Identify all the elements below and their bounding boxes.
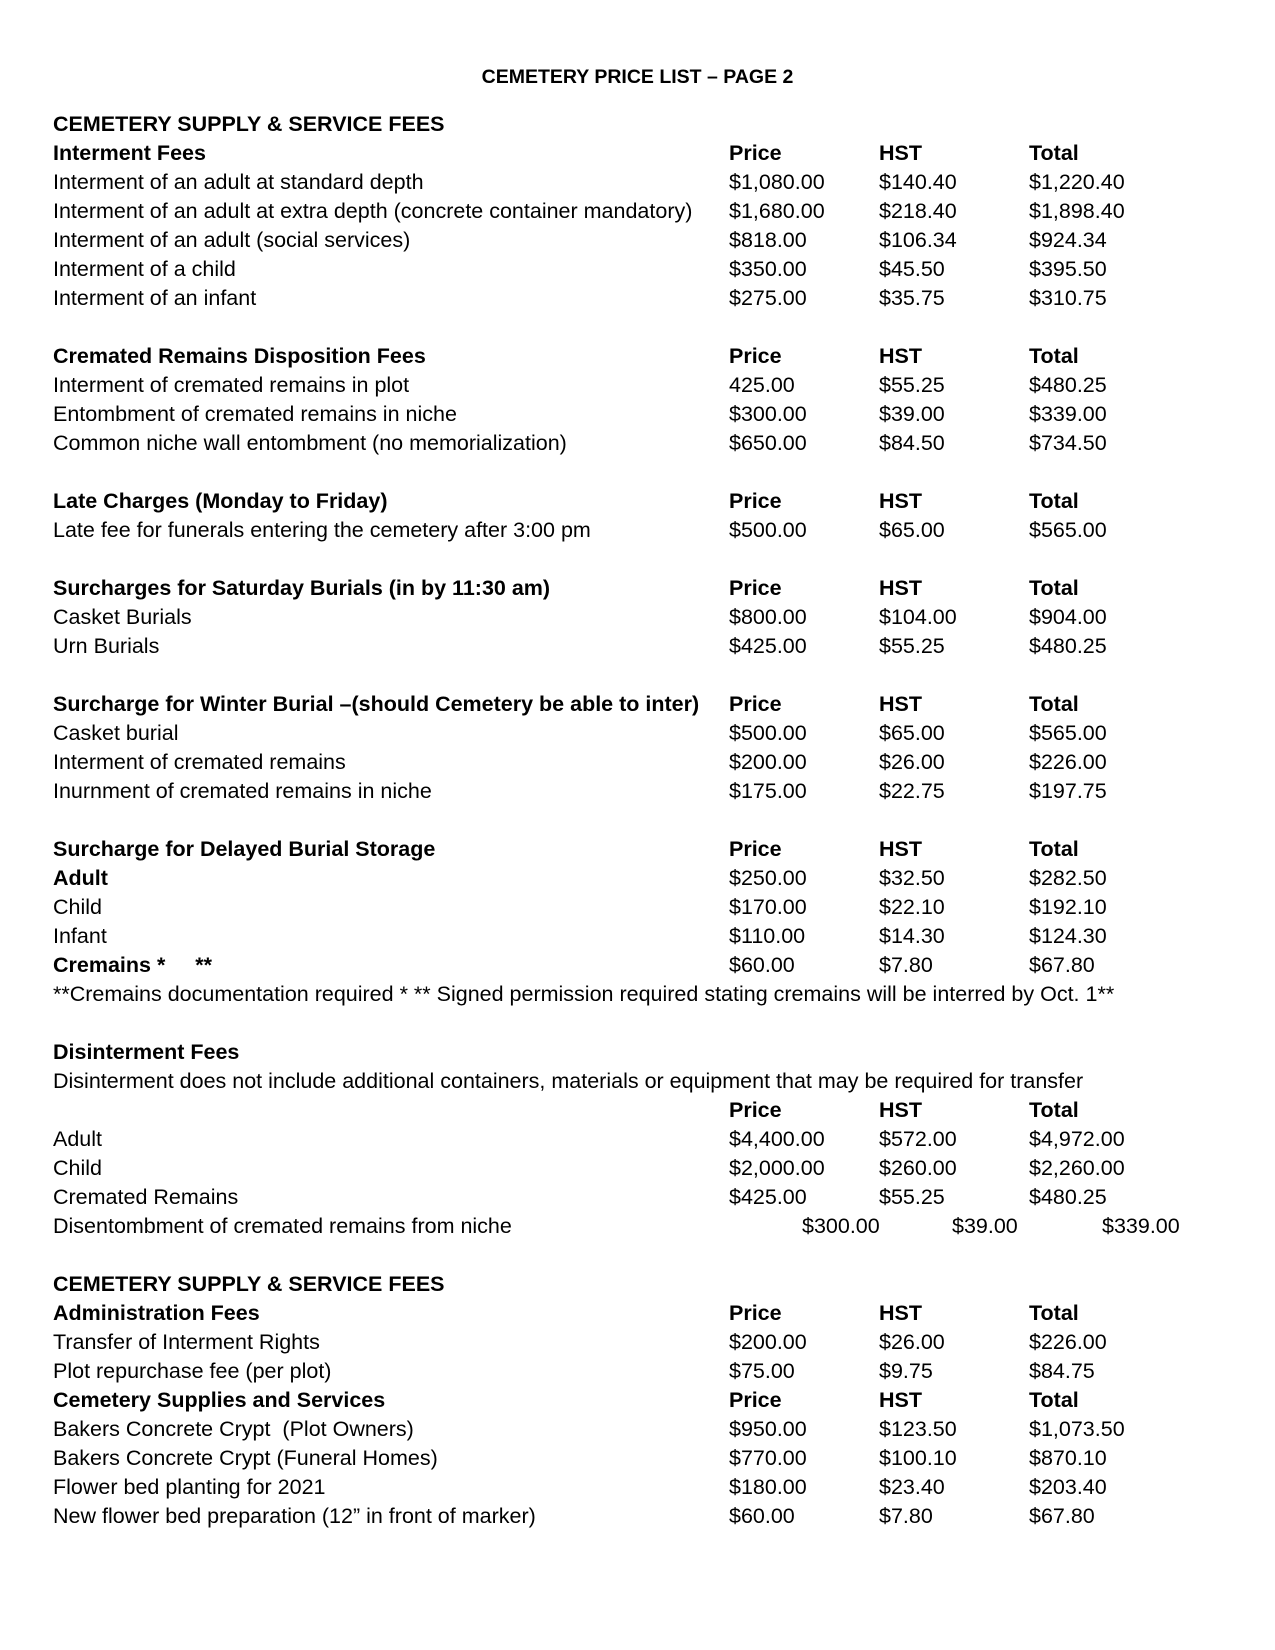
total-col-header: Total [1029,141,1079,165]
late-header: Late Charges (Monday to Friday) [53,489,388,513]
price-col-header: Price [729,141,782,165]
saturday-header: Surcharges for Saturday Burials (in by 11:30 am) [53,576,551,600]
page-title: CEMETERY PRICE LIST – PAGE 2 [481,66,794,88]
cremains-note: **Cremains documentation required * ** Signed permission required stating cremains will be interred by Oct. 1** [53,982,1115,1006]
delayed-header: Surcharge for Delayed Burial Storage [53,837,436,861]
interment-header: Interment Fees [53,141,206,165]
supplies-header: Cemetery Supplies and Services [53,1388,386,1412]
disinterment-header: Disinterment Fees [53,1040,240,1064]
price-list-page: CEMETERY PRICE LIST – PAGE 2 CEMETERY SUPPLY & SERVICE FEES Interment Fees Price HST Total Interment of an adult at standard depth $1,080.00 $140.40 $1,220.40 Interment of an adult at extra depth (concrete container mandatory) $1,680.00 $218.40 $1,898.40 Interment of an adult (social services) $818.00 $106.34 $924.34 Interment of a child $350.00 $45.50 $395.50 Interment of an infant $275.00 $35.75 $310.75 Cremated Remains Disposition Fees Price HST Total Interment of cremated remains in plot 425.00 $55.25 $480.25 Entombment of cremated remains in niche $300.00 $39.00 $339.00 Common niche wall entombment (no memorialization) $650.00 $84.50 $734.50 Late Charges (Monday to Friday) Price HST Total Late fee for funerals entering the cemetery after 3:00 pm $500.00 $65.00 $565.00 Surcharges for Saturday Burials (in by 11:30 am) Price HST Total Casket Burials $800.00 $104.00 $904.00 Urn Burials $425.00 $55.25 $480.25 Surcharge for Winter Burial –(should Cemetery be able to inter) Price HST Total Casket burial $500.00 $65.00 $565.00 Interment of cremated remains $200.00 $26.00 $226.00 Inurnment of cremated remains in niche $175.00 $22.75 $197.75 Surcharge for Delayed Burial Storage Price HST Total Adult $250.00 $32.50 $282.50 Child $170.00 $22.10 $192.10 Infant $110.00 $14.30 $124.30 Cremains * ** $60.00 $7.80 $67.80 **Cremains documentation required * ** Signed permission required stating cremains will be interred by Oct. 1** Disinterment Fees Disinterment does not include additional containers, materials or equipment that may be required for transfer Price HST Total Adult $4,400.00 $572.00 $4,972.00 Child $2,000.00 $260.00 $2,260.00 Cremated Remains $425.00 $55.25 $480.25 Disentombment of cremated remains from niche $300.00 $39.00 $339.00 CEMETERY SUPPLY & SERVICE FEES Administration Fees Price HST Total Transfer of Interment Rights $200.00 $26.00 $226.00 Plot repurchase fee (per plot) $75.00 $9.75 $84.75 Cemetery Supplies and Services Price HST Total Bakers Concrete Crypt (Plot Owners) $950.00 $123.50 $1,073.50 Bakers Concrete Crypt (Funeral Homes) $770.00 $100.10 $870.10 Flower bed planting for 2021 $180.00 $23.40 $203.40 New flower bed preparation (12” in front of marker) $60.00 $7.80 $67.80 [0,0,1275,1650]
cremated-header: Cremated Remains Disposition Fees [53,344,426,368]
hst-col-header: HST [879,141,922,165]
disinterment-note: Disinterment does not include additional containers, materials or equipment that may be required for transfer [53,1069,1084,1093]
admin-header: Administration Fees [53,1301,260,1325]
winter-header: Surcharge for Winter Burial –(should Cemetery be able to inter) [53,692,700,716]
